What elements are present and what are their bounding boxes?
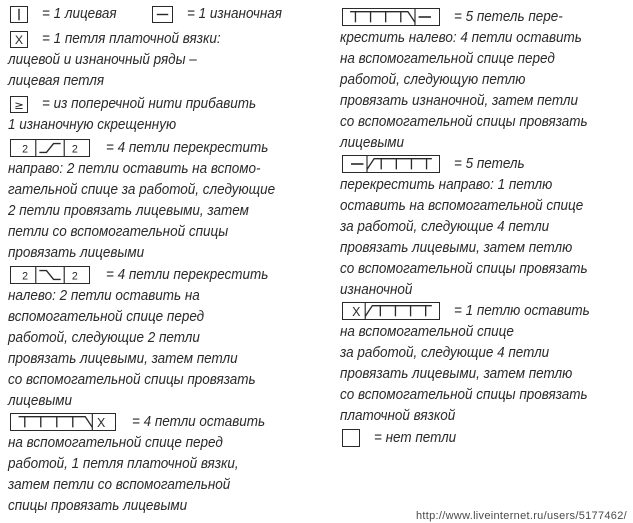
one-behind-line-6: платочной вязкой: [340, 408, 456, 424]
five-right-line-7: изнаночной: [340, 282, 413, 298]
five-left-line-4: работой, следующую петлю: [340, 72, 526, 88]
five-left-line-7: лицевыми: [340, 135, 405, 151]
count-label: 2: [71, 143, 78, 156]
x-mark: X: [14, 32, 24, 47]
one-behind-line-3: за работой, следующие 4 петли: [340, 345, 550, 361]
five-left-line-5: провязать изнаночной, затем петли: [340, 93, 578, 109]
cross-left-line-1: = 4 петли перекрестить: [106, 267, 269, 283]
cross-right-4-symbol: [10, 139, 90, 157]
garter-stitch-symbol: [10, 31, 28, 48]
x-mark: X: [352, 304, 361, 319]
purl-symbol: [152, 6, 173, 23]
four-left-garter-line-2: на вспомогательной спице перед: [8, 435, 223, 451]
five-right-line-3: оставить на вспомогательной спице: [340, 198, 584, 214]
increase-symbol: [10, 96, 28, 113]
one-behind-line-1: = 1 петлю оставить: [454, 303, 590, 319]
cross-right-line-5: петли со вспомогательной спицы: [8, 224, 229, 240]
source-url: http://www.liveinternet.ru/users/5177462/: [415, 510, 627, 522]
four-left-garter-line-3: работой, 1 петля платочной вязки,: [8, 456, 239, 472]
five-right-line-6: со вспомогательной спицы провязать: [340, 261, 588, 277]
cross-left-5-symbol: [342, 8, 440, 26]
no-stitch-symbol: [342, 429, 360, 447]
cross-left-line-3: вспомогательной спице перед: [8, 309, 205, 325]
five-left-line-6: со вспомогательной спицы провязать: [340, 114, 588, 130]
increase-mark: ≥: [14, 97, 24, 112]
one-behind-line-5: со вспомогательной спицы провязать: [340, 387, 588, 403]
five-right-line-2: перекрестить направо: 1 петлю: [340, 177, 553, 193]
one-behind-line-2: на вспомогательной спице: [340, 324, 514, 340]
cross-left-line-2: налево: 2 петли оставить на: [8, 288, 200, 304]
five-left-line-3: на вспомогательной спице перед: [340, 51, 555, 67]
cross-left-line-7: лицевыми: [8, 393, 73, 409]
no-stitch-label: = нет петли: [374, 430, 457, 446]
purl-label: = 1 изнаночная: [187, 6, 282, 22]
cross-right-line-1: = 4 петли перекрестить: [106, 140, 269, 156]
count-label: 2: [22, 143, 29, 156]
four-left-garter-line-4: затем петли со вспомогательной: [8, 477, 231, 493]
knit-label: = 1 лицевая: [42, 6, 117, 22]
five-right-line-4: за работой, следующие 4 петли: [340, 219, 550, 235]
cross-left-line-5: провязать лицевыми, затем петли: [8, 351, 238, 367]
five-left-line-2: крестить налево: 4 петли оставить: [340, 30, 582, 46]
cross-right-line-3: гательной спице за работой, следующие: [8, 182, 276, 198]
cross-right-line-6: провязать лицевыми: [8, 245, 145, 261]
cross-right-line-2: направо: 2 петли оставить на вспомо-: [8, 161, 261, 177]
cross-right-line-4: 2 петли провязать лицевыми, затем: [8, 203, 249, 219]
cross-left-4-symbol: [10, 266, 90, 284]
cross-left-line-4: работой, следующие 2 петли: [8, 330, 200, 346]
cross-left-line-6: со вспомогательной спицы провязать: [8, 372, 256, 388]
knit-symbol: [10, 6, 28, 23]
cross-right-5-symbol: [342, 155, 440, 173]
four-left-garter-line-5: спицы провязать лицевыми: [8, 498, 188, 514]
count-label: 2: [22, 270, 29, 283]
garter-line-1: = 1 петля платочной вязки:: [42, 31, 221, 47]
five-right-line-5: провязать лицевыми, затем петлю: [340, 240, 573, 256]
garter-line-3: лицевая петля: [8, 73, 105, 89]
five-left-line-1: = 5 петель пере-: [454, 9, 563, 25]
four-left-garter-line-1: = 4 петли оставить: [132, 414, 266, 430]
increase-line-1: = из поперечной нити прибавить: [42, 96, 257, 112]
five-right-line-1: = 5 петель: [454, 156, 525, 172]
one-behind-line-4: провязать лицевыми, затем петлю: [340, 366, 573, 382]
x-mark: X: [97, 415, 106, 430]
increase-line-2: 1 изнаночную скрещенную: [8, 117, 177, 133]
cross-garter-right-symbol: [342, 302, 440, 320]
count-label: 2: [71, 270, 78, 283]
garter-line-2: лицевой и изнаночный ряды –: [8, 52, 197, 68]
cross-left-garter-symbol: [10, 413, 116, 431]
